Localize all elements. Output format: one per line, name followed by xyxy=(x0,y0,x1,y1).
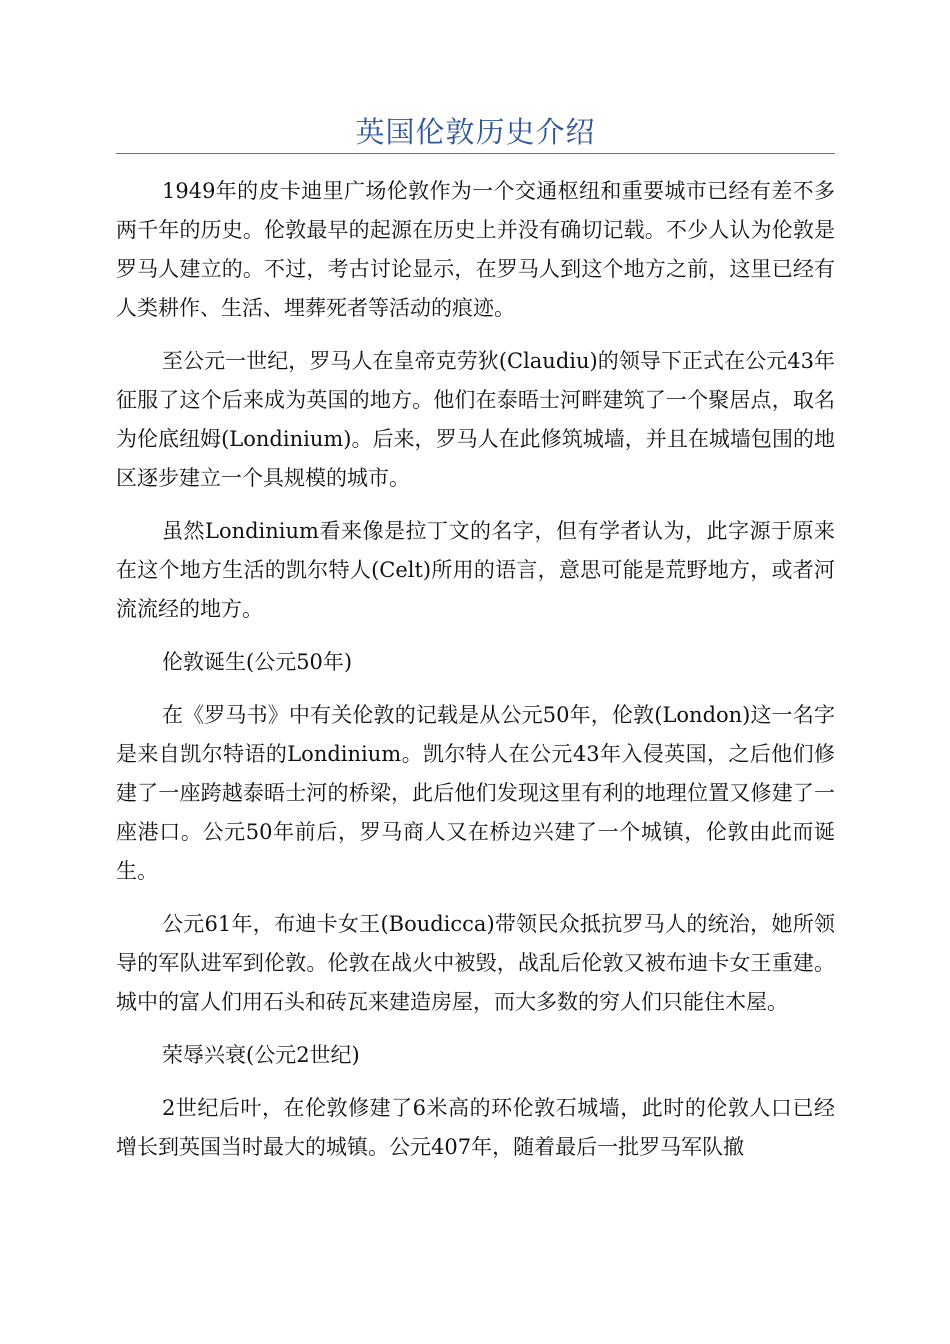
paragraph-boudicca: 公元61年，布迪卡女王(Boudicca)带领民众抵抗罗马人的统治，她所领导的军队进军到伦敦。伦敦在战火中被毁，战乱后伦敦又被布迪卡女王重建。城中的富人们用石头和砖瓦来建造房屋，而大多数的穷人们只能住木屋。 xyxy=(116,912,835,1014)
document-title: 英国伦敦历史介绍 xyxy=(355,115,596,149)
document-body xyxy=(116,172,835,1181)
section-heading-rise-and-fall: 荣辱兴衰(公元2世纪) xyxy=(162,1043,360,1067)
paragraph-origins: 1949年的皮卡迪里广场伦敦作为一个交通枢纽和重要城市已经有差不多两千年的历史。伦敦最早的起源在历史上并没有确切记载。不少人认为伦敦是罗马人建立的。不过，考古讨论显示，在罗马人到这个地方之前，这里已经有人类耕作、生活、埋葬死者等活动的痕迹。 xyxy=(116,179,835,320)
title-underline xyxy=(116,153,835,154)
paragraph-name-etymology: 虽然Londinium看来像是拉丁文的名字，但有学者认为，此字源于原来在这个地方生活的凯尔特人(Celt)所用的语言，意思可能是荒野地方，或者河流流经的地方。 xyxy=(116,519,835,621)
paragraph-london-birth: 在《罗马书》中有关伦敦的记载是从公元50年，伦敦(London)这一名字是来自凯尔特语的Londinium。凯尔特人在公元43年入侵英国，之后他们修建了一座跨越泰晤士河的桥梁，此后他们发现这里有利的地理位置又修建了一座港口。公元50年前后，罗马商人又在桥边兴建了一个城镇，伦敦由此而诞生。 xyxy=(116,703,835,883)
paragraph-city-wall: 2世纪后叶，在伦敦修建了6米高的环伦敦石城墙，此时的伦敦人口已经增长到英国当时最大的城镇。公元407年，随着最后一批罗马军队撤 xyxy=(116,1096,835,1159)
section-heading-london-birth: 伦敦诞生(公元50年) xyxy=(162,650,353,674)
paragraph-roman-conquest: 至公元一世纪，罗马人在皇帝克劳狄(Claudiu)的领导下正式在公元43年征服了这个后来成为英国的地方。他们在泰晤士河畔建筑了一个聚居点，取名为伦底纽姆(Londinium)。后来，罗马人在此修筑城墙，并且在城墙包围的地区逐步建立一个具规模的城市。 xyxy=(116,349,835,490)
